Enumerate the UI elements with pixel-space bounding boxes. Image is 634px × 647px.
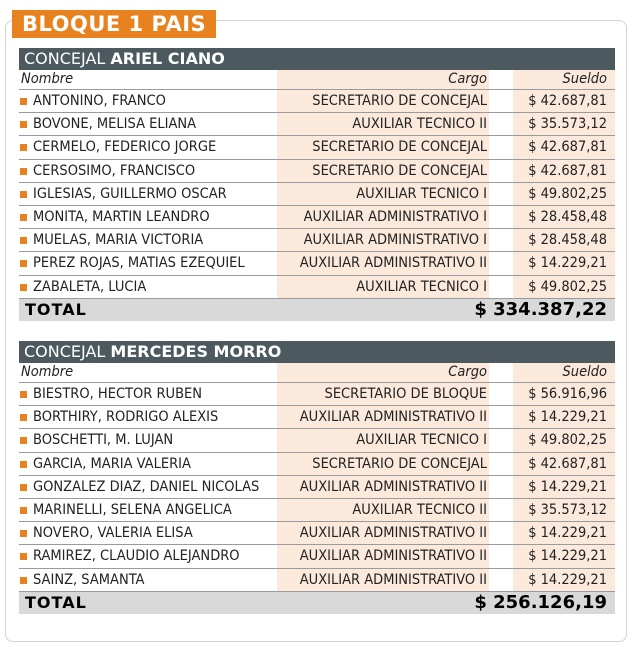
total-label: TOTAL [25, 299, 87, 319]
concejal-section [19, 48, 615, 321]
employee-name: IGLESIAS, GUILLERMO OSCAR [33, 185, 227, 202]
col-header-nombre: Nombre [21, 364, 74, 380]
employee-sueldo: $ 35.573,12 [528, 501, 607, 518]
employee-sueldo: $ 49.802,25 [528, 185, 607, 202]
employee-cargo: SECRETARIO DE BLOQUE [324, 386, 487, 402]
table-row [19, 383, 615, 406]
employee-name: BOSCHETTI, M. LUJAN [33, 432, 174, 449]
employee-sueldo: $ 14.229,21 [528, 255, 607, 272]
employee-sueldo: $ 49.802,25 [528, 432, 607, 449]
employee-sueldo: $ 56.916,96 [528, 386, 607, 402]
employee-name: GARCIA, MARIA VALERIA [33, 455, 191, 472]
employee-name: BOVONE, MELISA ELIANA [33, 116, 197, 133]
employee-cargo: SECRETARIO DE CONCEJAL [312, 162, 487, 179]
employee-cargo: AUXILIAR ADMINISTRATIVO II [299, 255, 487, 272]
table-row [19, 160, 615, 183]
table-row [19, 569, 615, 592]
employee-name: SAINZ, SAMANTA [33, 571, 145, 588]
employee-sueldo: $ 42.687,81 [528, 93, 607, 109]
employee-cargo: AUXILIAR ADMINISTRATIVO II [299, 525, 487, 542]
total-amount: $ 256.126,19 [474, 591, 607, 613]
table-header-row [19, 70, 615, 90]
employee-sueldo: $ 42.687,81 [528, 455, 607, 472]
table-row [19, 229, 615, 252]
employee-sueldo: $ 28.458,48 [528, 232, 607, 249]
table-row [19, 429, 615, 452]
employee-cargo: AUXILIAR TECNICO II [352, 501, 487, 518]
total-label: TOTAL [25, 592, 87, 612]
col-header-cargo: Cargo [448, 364, 487, 380]
employee-name: CERSOSIMO, FRANCISCO [33, 162, 196, 179]
employee-cargo: SECRETARIO DE CONCEJAL [312, 93, 487, 109]
employee-name: MARINELLI, SELENA ANGELICA [33, 501, 232, 518]
employee-cargo: AUXILIAR ADMINISTRATIVO II [299, 409, 487, 426]
col-header-nombre: Nombre [21, 71, 74, 87]
table-row [19, 113, 615, 136]
employee-cargo: AUXILIAR ADMINISTRATIVO II [299, 571, 487, 588]
employee-cargo: AUXILIAR ADMINISTRATIVO II [299, 548, 487, 565]
total-amount: $ 334.387,22 [474, 298, 607, 320]
employee-cargo: AUXILIAR TECNICO I [356, 432, 487, 449]
col-header-sueldo: Sueldo [562, 364, 607, 380]
section-header [19, 341, 615, 363]
employee-name: MUELAS, MARIA VICTORIA [33, 232, 204, 249]
employee-name: PEREZ ROJAS, MATIAS EZEQUIEL [33, 255, 245, 272]
table-row [19, 252, 615, 275]
table-row [19, 476, 615, 499]
total-row [19, 299, 615, 321]
employee-name: NOVERO, VALERIA ELISA [33, 525, 193, 542]
employee-sueldo: $ 14.229,21 [528, 478, 607, 495]
employee-sueldo: $ 42.687,81 [528, 139, 607, 156]
employee-name: BORTHIRY, RODRIGO ALEXIS [33, 409, 219, 426]
section-header-prefix: CONCEJAL [24, 49, 111, 68]
employee-sueldo: $ 14.229,21 [528, 548, 607, 565]
employee-sueldo: $ 42.687,81 [528, 162, 607, 179]
employee-cargo: AUXILIAR TECNICO I [356, 278, 487, 295]
employee-sueldo: $ 35.573,12 [528, 116, 607, 133]
employee-sueldo: $ 49.802,25 [528, 278, 607, 295]
employee-name: CERMELO, FEDERICO JORGE [33, 139, 217, 156]
concejal-name: MERCEDES MORRO [110, 342, 282, 361]
employee-cargo: SECRETARIO DE CONCEJAL [312, 455, 487, 472]
col-header-sueldo: Sueldo [562, 71, 607, 87]
table-row [19, 136, 615, 159]
concejal-name: ARIEL CIANO [110, 49, 225, 68]
table-row [19, 453, 615, 476]
employee-cargo: AUXILIAR ADMINISTRATIVO I [303, 208, 487, 225]
table-row [19, 545, 615, 568]
employee-name: RAMIREZ, CLAUDIO ALEJANDRO [33, 548, 240, 565]
employee-cargo: SECRETARIO DE CONCEJAL [312, 139, 487, 156]
table-row [19, 499, 615, 522]
employee-sueldo: $ 14.229,21 [528, 525, 607, 542]
page-title: BLOQUE 1 PAIS [12, 10, 216, 38]
salary-table [19, 70, 615, 299]
employee-cargo: AUXILIAR ADMINISTRATIVO I [303, 232, 487, 249]
section-header-prefix: CONCEJAL [24, 342, 111, 361]
employee-cargo: AUXILIAR ADMINISTRATIVO II [299, 478, 487, 495]
employee-sueldo: $ 14.229,21 [528, 571, 607, 588]
table-row [19, 276, 615, 299]
employee-cargo: AUXILIAR TECNICO I [356, 185, 487, 202]
concejal-section [19, 341, 615, 614]
employee-name: GONZALEZ DIAZ, DANIEL NICOLAS [33, 478, 260, 495]
total-row [19, 592, 615, 614]
salary-table [19, 363, 615, 592]
employee-name: ANTONINO, FRANCO [33, 93, 166, 109]
employee-name: BIESTRO, HECTOR RUBEN [33, 386, 203, 402]
col-header-cargo: Cargo [448, 71, 487, 87]
employee-name: MONITA, MARTIN LEANDRO [33, 208, 210, 225]
table-row [19, 90, 615, 113]
employee-cargo: AUXILIAR TECNICO II [352, 116, 487, 133]
table-row [19, 206, 615, 229]
table-row [19, 522, 615, 545]
employee-sueldo: $ 14.229,21 [528, 409, 607, 426]
section-header [19, 48, 615, 70]
table-header-row [19, 363, 615, 383]
table-row [19, 183, 615, 206]
employee-sueldo: $ 28.458,48 [528, 208, 607, 225]
table-row [19, 406, 615, 429]
employee-name: ZABALETA, LUCIA [33, 278, 147, 295]
